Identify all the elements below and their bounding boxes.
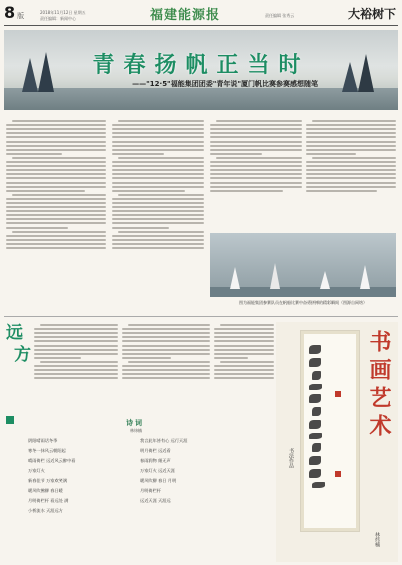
text-line bbox=[112, 141, 204, 143]
text-line bbox=[210, 182, 302, 184]
text-line bbox=[306, 165, 396, 167]
text-line bbox=[6, 214, 106, 216]
text-line bbox=[122, 349, 210, 351]
brush-stroke bbox=[309, 345, 321, 354]
text-line bbox=[122, 377, 210, 379]
text-line bbox=[6, 153, 62, 155]
text-line bbox=[214, 332, 274, 334]
poem-line: 月明倚栏杆 bbox=[140, 488, 161, 493]
text-line bbox=[112, 206, 204, 208]
text-line bbox=[306, 169, 396, 171]
text-line bbox=[220, 324, 274, 326]
brush-stroke bbox=[309, 358, 321, 367]
text-line bbox=[112, 165, 204, 167]
text-line bbox=[122, 336, 210, 338]
text-line bbox=[34, 328, 118, 330]
text-line bbox=[34, 336, 118, 338]
text-line bbox=[210, 149, 302, 151]
text-line bbox=[210, 169, 302, 171]
text-line bbox=[34, 373, 118, 375]
text-line bbox=[112, 190, 185, 192]
text-line bbox=[128, 361, 210, 363]
text-line bbox=[122, 340, 210, 342]
text-line bbox=[6, 198, 106, 200]
text-line bbox=[6, 136, 106, 138]
text-line bbox=[214, 353, 274, 355]
text-line bbox=[112, 222, 204, 224]
sailboat-icon bbox=[270, 263, 280, 289]
text-line bbox=[122, 365, 210, 367]
poem-line: 暖风吹柳 春日 月明 bbox=[140, 478, 177, 483]
text-line bbox=[40, 324, 118, 326]
text-line bbox=[6, 227, 68, 229]
poetry-author: 林炜楠 bbox=[130, 428, 142, 433]
poem-line: 暖风吹拂柳 春日暖 bbox=[28, 488, 63, 493]
brush-stroke bbox=[312, 482, 325, 488]
sailboat-icon bbox=[360, 265, 370, 289]
text-line bbox=[6, 149, 106, 151]
text-line bbox=[122, 353, 210, 355]
text-line bbox=[210, 186, 302, 188]
text-line bbox=[118, 157, 204, 159]
text-line bbox=[122, 345, 210, 347]
text-line bbox=[40, 361, 118, 363]
text-line bbox=[122, 328, 210, 330]
hero-sea bbox=[4, 88, 398, 110]
text-line bbox=[6, 186, 106, 188]
text-line bbox=[34, 357, 81, 359]
text-line bbox=[214, 365, 274, 367]
text-line bbox=[112, 161, 204, 163]
text-line bbox=[34, 340, 118, 342]
text-line bbox=[118, 231, 204, 233]
brush-stroke bbox=[309, 420, 321, 429]
brush-stroke bbox=[309, 456, 321, 465]
poem-line: 阴阳晴雨话冬季 bbox=[28, 438, 58, 443]
text-line bbox=[12, 231, 106, 233]
text-line bbox=[6, 141, 106, 143]
text-line bbox=[210, 124, 302, 126]
text-line bbox=[6, 161, 106, 163]
text-line bbox=[112, 198, 204, 200]
sailboat-icon bbox=[230, 267, 240, 289]
sailboat-icon bbox=[320, 271, 330, 289]
seal-stamp-icon bbox=[335, 471, 341, 477]
issue-meta bbox=[40, 10, 86, 22]
text-line bbox=[112, 177, 204, 179]
page-number: 8 版 bbox=[4, 3, 25, 22]
text-line bbox=[34, 332, 118, 334]
text-line bbox=[6, 222, 106, 224]
poetry-title: 诗词 bbox=[126, 419, 144, 427]
text-line bbox=[112, 235, 204, 237]
text-line bbox=[112, 136, 204, 138]
text-line bbox=[210, 153, 262, 155]
brush-stroke bbox=[309, 384, 322, 390]
text-line bbox=[210, 177, 302, 179]
text-line bbox=[306, 190, 377, 192]
text-line bbox=[112, 153, 164, 155]
text-line bbox=[6, 239, 106, 241]
essay-title-char-2: 方 bbox=[14, 345, 31, 365]
regatta-photo bbox=[210, 233, 396, 297]
poem-left bbox=[28, 436, 75, 516]
text-line bbox=[12, 157, 106, 159]
text-line bbox=[306, 149, 396, 151]
text-line bbox=[112, 124, 204, 126]
text-line bbox=[306, 124, 396, 126]
poem-line: 万家灯火 bbox=[28, 468, 45, 473]
hero-headline: 青春扬帆正当时 bbox=[92, 53, 310, 78]
brush-stroke bbox=[309, 433, 322, 439]
poem-right bbox=[140, 436, 187, 506]
text-line bbox=[6, 218, 106, 220]
text-line bbox=[112, 128, 204, 130]
brush-stroke bbox=[312, 407, 321, 416]
text-line bbox=[214, 328, 274, 330]
seal-stamp-icon bbox=[335, 391, 341, 397]
text-line bbox=[112, 173, 204, 175]
poetry-section bbox=[6, 416, 272, 562]
text-line bbox=[214, 336, 274, 338]
poem-line: 寒冬一抹风云朝阳起 bbox=[28, 448, 66, 453]
section-marker-icon bbox=[6, 416, 14, 424]
text-line bbox=[12, 120, 106, 122]
responsible-editor: 责任编辑 张秀云 bbox=[265, 13, 295, 18]
text-line bbox=[6, 190, 85, 192]
text-line bbox=[306, 145, 396, 147]
text-line bbox=[306, 173, 396, 175]
text-line bbox=[118, 194, 204, 196]
essay-title-char-1: 远 bbox=[6, 323, 23, 343]
section-divider bbox=[4, 316, 398, 317]
text-line bbox=[6, 247, 106, 249]
text-line bbox=[6, 243, 106, 245]
text-line bbox=[306, 136, 396, 138]
text-line bbox=[112, 210, 204, 212]
text-line bbox=[214, 340, 274, 342]
poem-line: 月明倚栏杆 看远处 满 bbox=[28, 498, 69, 503]
header-rule bbox=[4, 25, 398, 26]
poem-line: 晴雨倚栏 远近风云醉中看 bbox=[28, 458, 76, 463]
essay-title bbox=[6, 322, 32, 382]
poem-line: 我言此年皆有心 远行天涯 bbox=[140, 438, 188, 443]
text-line bbox=[112, 182, 204, 184]
text-line bbox=[214, 357, 248, 359]
text-line bbox=[112, 227, 169, 229]
hero-subheadline: ——"12·5"福能集团团委"青年说"厦门帆比赛参赛感想随笔 bbox=[132, 80, 318, 88]
text-line bbox=[6, 132, 106, 134]
text-line bbox=[306, 177, 396, 179]
text-line bbox=[6, 173, 106, 175]
text-line bbox=[306, 128, 396, 130]
text-line bbox=[214, 369, 274, 371]
newspaper-masthead: 福建能源报 bbox=[150, 8, 221, 23]
text-line bbox=[214, 345, 274, 347]
article-column-1 bbox=[6, 118, 106, 318]
text-line bbox=[122, 357, 171, 359]
text-line bbox=[112, 186, 204, 188]
text-line bbox=[34, 353, 118, 355]
text-line bbox=[6, 182, 106, 184]
text-line bbox=[34, 349, 118, 351]
article-column-3 bbox=[210, 118, 302, 230]
essay-column-1 bbox=[34, 322, 118, 414]
text-line bbox=[112, 202, 204, 204]
text-line bbox=[6, 169, 106, 171]
text-line bbox=[6, 210, 106, 212]
text-line bbox=[122, 369, 210, 371]
text-line bbox=[6, 202, 106, 204]
text-line bbox=[210, 132, 302, 134]
text-line bbox=[306, 132, 396, 134]
text-line bbox=[306, 153, 356, 155]
text-line bbox=[112, 214, 204, 216]
text-line bbox=[6, 177, 106, 179]
essay-column-2 bbox=[122, 322, 210, 414]
text-line bbox=[306, 186, 396, 188]
text-line bbox=[216, 157, 302, 159]
calligraphy-scroll bbox=[300, 330, 360, 532]
text-line bbox=[312, 157, 396, 159]
poem-line: 小桥流水 天涯远方 bbox=[28, 508, 63, 513]
poem-line: 明月倚栏 远近看 bbox=[140, 448, 171, 453]
text-line bbox=[306, 141, 396, 143]
text-line bbox=[214, 373, 274, 375]
text-line bbox=[210, 136, 302, 138]
text-line bbox=[210, 165, 302, 167]
text-line bbox=[112, 247, 204, 249]
text-line bbox=[210, 141, 302, 143]
text-line bbox=[6, 128, 106, 130]
text-line bbox=[122, 373, 210, 375]
text-line bbox=[112, 132, 204, 134]
text-line bbox=[210, 161, 302, 163]
page-header bbox=[0, 0, 402, 28]
text-line bbox=[112, 169, 204, 171]
text-line bbox=[112, 243, 204, 245]
issue-editor-line: 责任编辑：新闻中心 bbox=[40, 16, 76, 21]
text-line bbox=[6, 165, 106, 167]
text-line bbox=[34, 345, 118, 347]
text-line bbox=[34, 377, 118, 379]
text-line bbox=[12, 194, 106, 196]
brush-stroke bbox=[312, 443, 321, 452]
text-line bbox=[214, 349, 274, 351]
text-line bbox=[112, 145, 204, 147]
text-line bbox=[112, 218, 204, 220]
text-line bbox=[122, 332, 210, 334]
text-line bbox=[6, 206, 106, 208]
poem-line: 万家灯火 远近天涯 bbox=[140, 468, 175, 473]
art-work-caption: 书法作品 bbox=[288, 448, 294, 468]
text-line bbox=[210, 173, 302, 175]
article-column-2 bbox=[112, 118, 204, 318]
text-line bbox=[306, 161, 396, 163]
text-line bbox=[306, 182, 396, 184]
text-line bbox=[6, 145, 106, 147]
text-line bbox=[6, 124, 106, 126]
text-line bbox=[220, 361, 274, 363]
text-line bbox=[214, 377, 274, 379]
art-artist-name: 林炜楠 bbox=[374, 532, 380, 547]
art-section-title: 书画艺术 bbox=[366, 330, 391, 442]
calligraphy-strokes bbox=[309, 341, 323, 511]
poem-line: 新春佳节 万家欢笑满 bbox=[28, 478, 68, 483]
text-line bbox=[210, 145, 302, 147]
text-line bbox=[312, 120, 396, 122]
text-line bbox=[210, 128, 302, 130]
issue-date: 2018年11月12日 星期五 bbox=[40, 10, 86, 15]
text-line bbox=[216, 120, 302, 122]
text-line bbox=[118, 120, 204, 122]
poem-line: 远近天涯 天涯远 bbox=[140, 498, 171, 503]
brush-stroke bbox=[309, 469, 321, 478]
brush-stroke bbox=[312, 371, 321, 380]
hero-banner bbox=[4, 30, 398, 110]
photo-caption: 图为福能集团参赛队员在帆船比赛中奋勇拼搏的精彩瞬间（图源自网络） bbox=[239, 300, 367, 305]
text-line bbox=[128, 324, 210, 326]
brush-stroke bbox=[309, 394, 321, 403]
article-column-4 bbox=[306, 118, 396, 230]
text-line bbox=[112, 239, 204, 241]
essay-column-3 bbox=[214, 322, 274, 414]
text-line bbox=[112, 149, 204, 151]
poem-line: 春雨润物 细无声 bbox=[140, 458, 171, 463]
text-line bbox=[34, 365, 118, 367]
text-line bbox=[6, 235, 106, 237]
text-line bbox=[210, 190, 283, 192]
text-line bbox=[34, 369, 118, 371]
column-name: 大裕树下 bbox=[347, 7, 396, 21]
